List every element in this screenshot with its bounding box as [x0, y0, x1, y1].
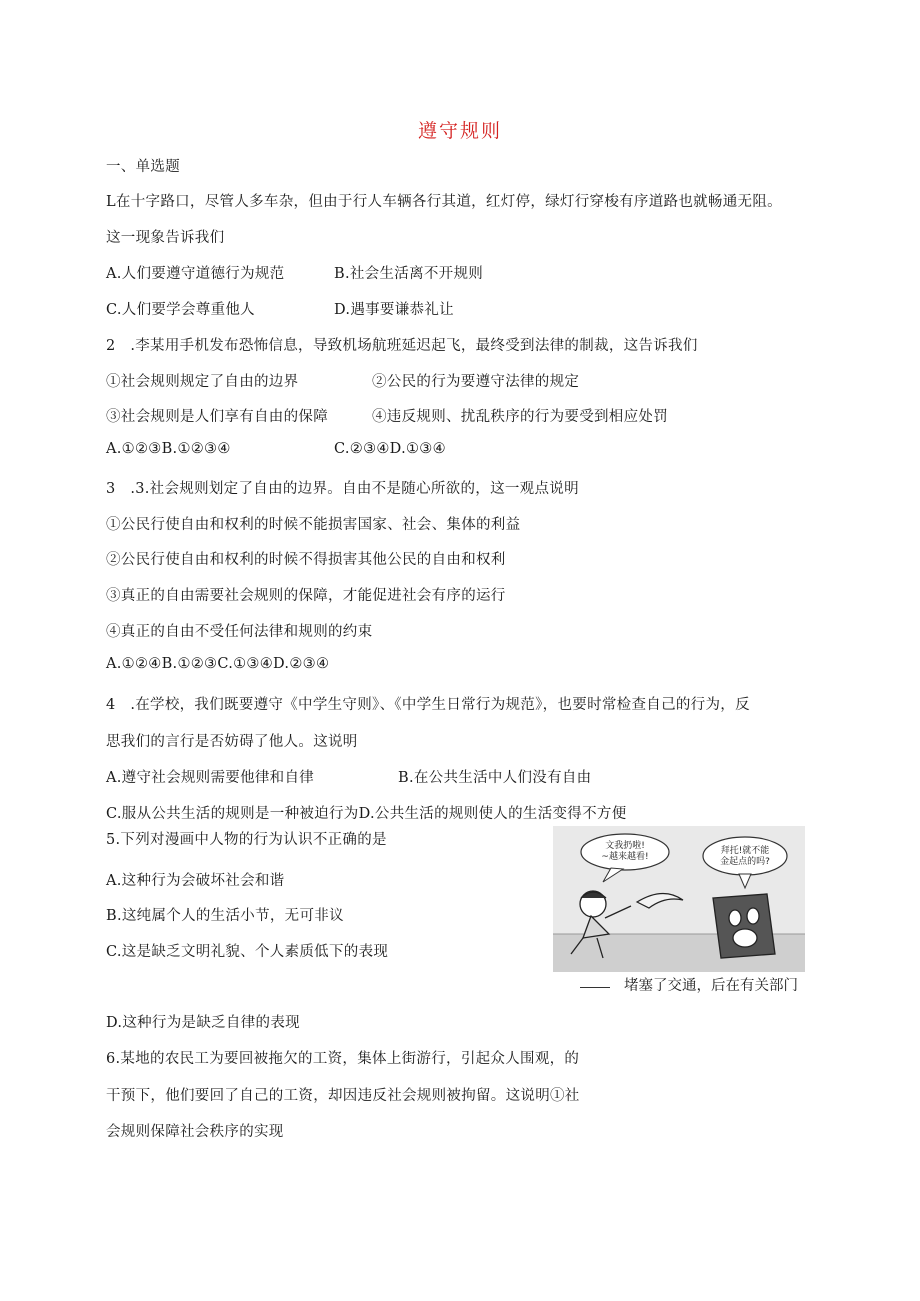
q5-option-c: C.这是缺乏文明礼貌、个人素质低下的表现	[106, 944, 389, 960]
q3-options: A.①②④B.①②③C.①③④D.②③④	[106, 656, 330, 672]
q2-statement-1: ①社会规则规定了自由的边界	[106, 374, 299, 390]
blank-line	[580, 987, 610, 988]
q1-stem-line2: 这一现象告诉我们	[106, 230, 225, 246]
q3-statement-3: ③真正的自由需要社会规则的保障，才能促进社会有序的运行	[106, 588, 506, 604]
q1-option-d: D.遇事要谦恭礼让	[334, 302, 454, 318]
q6-stem-line1: 6.某地的农民工为要回被拖欠的工资，集体上街游行，引起众人围观，的	[106, 1051, 580, 1067]
q4-options-cd: C.服从公共生活的规则是一种被迫行为D.公共生活的规则使人的生活变得不方便	[106, 806, 627, 822]
q2-statement-4: ④违反规则、扰乱秩序的行为要受到相应处罚	[372, 409, 668, 425]
q2-options-ab: A.①②③B.①②③④	[106, 441, 231, 457]
q1-stem-line1: L在十字路口，尽管人多车杂，但由于行人车辆各行其道，红灯停，绿灯行穿梭有序道路也就畅通无阻。	[106, 194, 782, 210]
q2-statement-3: ③社会规则是人们享有自由的保障	[106, 409, 328, 425]
bubble-right-line1: 拜托!就不能金起点的吗?	[720, 846, 770, 867]
q2-statement-2: ②公民的行为要遵守法律的规定	[372, 374, 580, 390]
q3-statement-1: ①公民行使自由和权利的时候不能损害国家、社会、集体的利益	[106, 517, 521, 533]
q3-stem: 3 .3.社会规则划定了自由的边界。自由不是随心所欲的，这一观点说明	[106, 481, 579, 497]
q4-stem-line2: 思我们的言行是否妨碍了他人。这说明	[106, 734, 358, 750]
cartoon-illustration	[553, 826, 805, 972]
bubble-left-line1: 文我扔啦! ~越来越看!	[601, 841, 649, 862]
q5-stem: 5.下列对漫画中人物的行为认识不正确的是	[106, 832, 387, 848]
q5-option-b: B.这纯属个人的生活小节，无可非议	[106, 908, 344, 924]
cartoon-caption-text: 堵塞了交通，后在有关部门	[624, 978, 798, 994]
cartoon-caption	[580, 974, 798, 995]
q1-option-b: B.社会生活离不开规则	[334, 266, 484, 282]
q6-stem-line3: 会规则保障社会秩序的实现	[106, 1124, 284, 1140]
page-title: 遵守规则	[417, 120, 502, 142]
q1-option-c: C.人们要学会尊重他人	[106, 302, 255, 318]
q4-stem-line1: 4 .在学校，我们既要遵守《中学生守则》、《中学生日常行为规范》，也要时常检查自己的行为，反	[106, 697, 750, 713]
q5-option-a: A.这种行为会破坏社会和谐	[106, 873, 285, 889]
q3-statement-2: ②公民行使自由和权利的时候不得损害其他公民的自由和权利	[106, 552, 506, 568]
q4-option-a: A.遵守社会规则需要他律和自律	[106, 770, 315, 786]
q2-options-cd: C.②③④D.①③④	[334, 441, 446, 457]
trash-can-figure	[713, 894, 775, 958]
q1-option-a: A.人们要遵守道德行为规范	[106, 266, 285, 282]
q5-option-d: D.这种行为是缺乏自律的表现	[106, 1015, 300, 1031]
q4-option-b: B.在公共生活中人们没有自由	[398, 770, 592, 786]
q2-stem: 2 .李某用手机发布恐怖信息，导致机场航班延迟起飞，最终受到法律的制裁，这告诉我们	[106, 338, 698, 354]
q6-stem-line2: 干预下，他们要回了自己的工资，却因违反社会规则被拘留。这说明①社	[106, 1088, 580, 1104]
section-heading: 一、单选题	[106, 159, 180, 175]
q3-statement-4: ④真正的自由不受任何法律和规则的约束	[106, 624, 373, 640]
